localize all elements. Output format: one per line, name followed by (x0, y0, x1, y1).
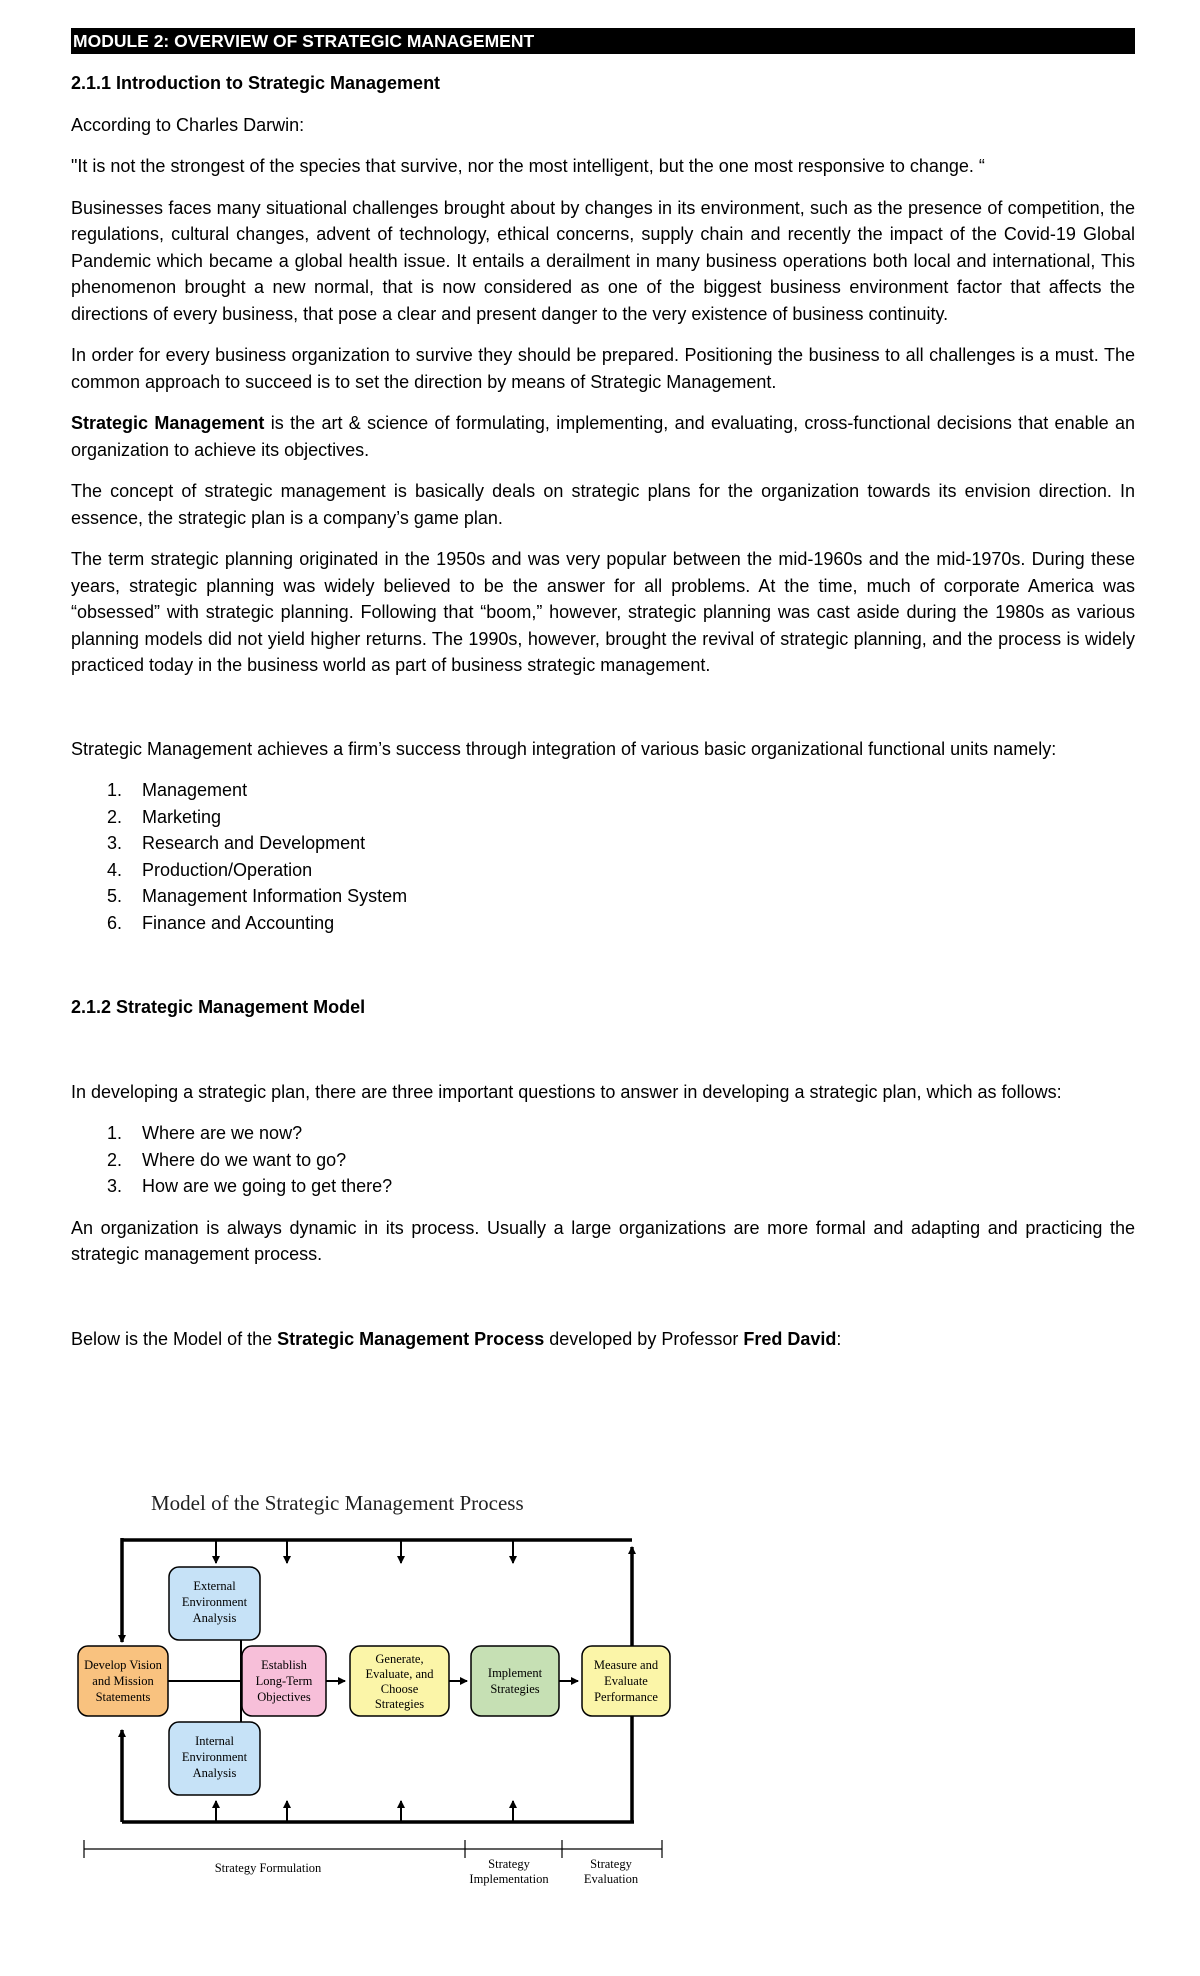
definition-text: is the art & science of formulating, implementing, and evaluating, cross-functional decisions that enable an organization to achieve its objectives. (71, 413, 1135, 460)
svg-text:Evaluate, and: Evaluate, and (365, 1667, 434, 1681)
paragraph-questions: In developing a strategic plan, there are three important questions to answer in developing a strategic plan, which as follows: (71, 1081, 1062, 1102)
section-heading-model: 2.1.2 Strategic Management Model (71, 997, 366, 1017)
paragraph-concept: The concept of strategic management is basically deals on strategic plans for the organization towards its envision direction. In essence, the strategic plan is a company’s game plan. (71, 481, 1135, 528)
stage-implementation-label: Strategy (488, 1857, 530, 1871)
section-heading-intro: 2.1.1 Introduction to Strategic Management (71, 73, 441, 93)
svg-text:Objectives: Objectives (257, 1690, 311, 1704)
svg-text:Evaluate: Evaluate (604, 1674, 648, 1688)
list-item: 1. Management (107, 780, 248, 800)
svg-text:Choose: Choose (380, 1682, 419, 1696)
paragraph-model-intro: Below is the Model of the Strategic Management Process developed by Professor Fred David: (71, 1328, 842, 1349)
stage-formulation-label: Strategy Formulation (214, 1861, 322, 1875)
paragraph-integration: Strategic Management achieves a firm’s success through integration of various basic organizational functional units namely: (71, 738, 1057, 759)
stage-scale (84, 1840, 662, 1886)
box-develop-vision-mission (78, 1646, 168, 1716)
svg-text:Strategies: Strategies (374, 1697, 425, 1711)
svg-text:Internal: Internal (195, 1734, 234, 1748)
paragraph-history: The term strategic planning originated in the 1950s and was very popular between the mid-1960s and the mid-1970s. During these years, strategic planning was widely believed to be the answer for all problems. At the time, much of corporate America was “obsessed” with strategic planning. Following that “boom,” however, strategic planning was cast aside during the 1980s as various planning models did not yield higher returns. The 1990s, however, brought the revival of strategic planning, and the process is widely practiced today in the business world as part of business strategic management. (71, 549, 1135, 675)
darwin-quote: "It is not the strongest of the species that survive, nor the most intelligent, but the one most responsive to change. “ (71, 156, 985, 176)
box-generate-strategies (350, 1646, 449, 1716)
paragraph-survive: In order for every business organization to survive they should be prepared. Positioning the business to all challenges is a must. The common approach to succeed is to set the direction by means of Strategic Management. (71, 345, 1135, 392)
svg-text:Environment: Environment (181, 1750, 248, 1764)
svg-text:Statements: Statements (95, 1690, 151, 1704)
paragraph-dynamic: An organization is always dynamic in its process. Usually a large organizations are more formal and adapting and practicing the strategic management process. (71, 1217, 1135, 1264)
svg-text:Environment: Environment (181, 1595, 248, 1609)
box-external-environment-analysis (169, 1567, 260, 1640)
figure-title: Model of the Strategic Management Process (151, 1491, 524, 1515)
list-item: 1. Where are we now? (107, 1123, 303, 1143)
svg-text:Analysis: Analysis (192, 1611, 237, 1625)
svg-text:Develop Vision: Develop Vision (84, 1658, 162, 1672)
list-item: 2. Marketing (107, 806, 222, 827)
svg-text:Implement: Implement (487, 1666, 543, 1680)
definition-term: Strategic Management (71, 413, 265, 433)
svg-text:External: External (193, 1579, 236, 1593)
svg-text:and Mission: and Mission (92, 1674, 154, 1688)
svg-text:Establish: Establish (261, 1658, 307, 1672)
module-title: MODULE 2: OVERVIEW OF STRATEGIC MANAGEMENT (71, 28, 1135, 54)
box-measure-performance (582, 1646, 670, 1716)
box-internal-environment-analysis (169, 1722, 260, 1795)
list-item: 2. Where do we want to go? (107, 1149, 347, 1170)
svg-text:Implementation: Implementation (469, 1872, 549, 1886)
svg-text:Long-Term: Long-Term (255, 1674, 313, 1688)
stage-evaluation-label: Strategy (590, 1857, 632, 1871)
list-item: 5. Management Information System (107, 886, 408, 906)
list-item: 4. Production/Operation (107, 859, 313, 880)
paragraph-challenges: Businesses faces many situational challenges brought about by changes in its environment, such as the presence of competition, the regulations, cultural changes, advent of technology, ethical concerns, supply chain and recently the impact of the Covid-19 Global Pandemic which became a global health issue. It entails a derailment in many business operations both local and international, This phenomenon brought a new normal, that is now considered as one of the biggest business environment factor that affects the directions of every business, that pose a clear and present danger to the very existence of business continuity. (71, 197, 1135, 324)
according-line: According to Charles Darwin: (71, 114, 305, 135)
list-item: 6. Finance and Accounting (107, 912, 335, 933)
svg-text:Evaluation: Evaluation (583, 1872, 639, 1886)
list-item: 3. How are we going to get there? (107, 1176, 393, 1196)
box-establish-objectives (242, 1646, 326, 1716)
svg-text:Measure and: Measure and (593, 1658, 659, 1672)
list-item: 3. Research and Development (107, 833, 366, 853)
svg-text:Analysis: Analysis (192, 1766, 237, 1780)
svg-text:Generate,: Generate, (375, 1652, 424, 1666)
svg-text:Performance: Performance (594, 1690, 658, 1704)
svg-text:Strategies: Strategies (490, 1682, 540, 1696)
box-implement-strategies (471, 1646, 559, 1716)
